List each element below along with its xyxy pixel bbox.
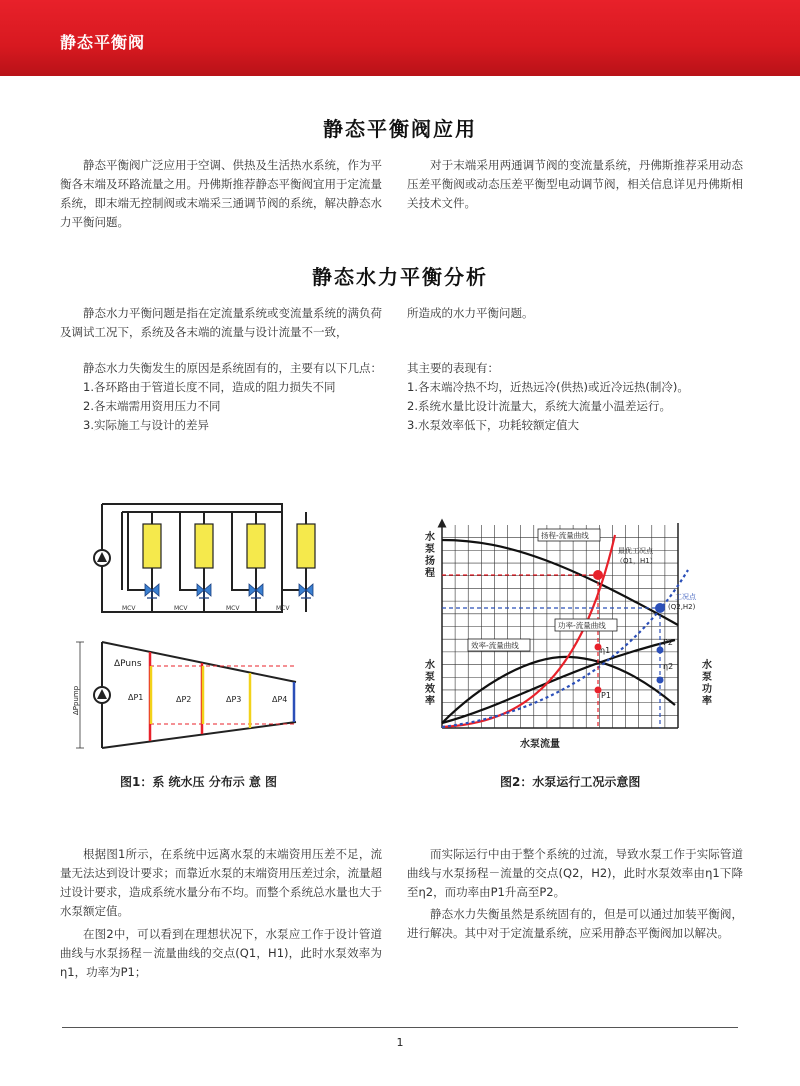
work-point-label: 工况点 (675, 593, 696, 601)
y-left-label-head: 水泵扬程 (425, 532, 435, 579)
dp-label: ΔP1 (128, 693, 144, 702)
y-right-label: 水泵功率 (702, 660, 712, 707)
section3-para-left-1: 根据图1所示，在系统中远离水泵的末端资用压差不足，流量无法达到设计要求；而靠近水泵的末端资用压差过余，流量超过设计要求，造成系统水量分布不均。而整个系统总水量也大于水泵额定值。 (60, 847, 382, 918)
optimal-point-marker (593, 570, 603, 580)
list-item: 3.实际施工与设计的差异 (83, 418, 209, 432)
work-point-marker (655, 603, 665, 613)
section1-title: 静态平衡阀应用 (323, 117, 477, 141)
figure2-chart (420, 515, 720, 755)
optimal-point-coords: （Q1，H1） (616, 557, 657, 565)
dp-label: ΔP3 (226, 695, 242, 704)
list-item: 2.各末端需用资用压力不同 (83, 399, 221, 413)
page-number: 1 (396, 1036, 404, 1049)
dp-pump-label: ΔPpump (72, 685, 80, 715)
figure1-diagram (70, 490, 320, 760)
section3-para-right-2: 静态水力失衡虽然是系统固有的，但是可以通过加装平衡阀，进行解决。其中对于定流量系统，应采用静态平衡阀加以解决。 (407, 907, 743, 940)
section1-para-right: 对于末端采用两通调节阀的变流量系统，丹佛斯推荐采用动态压差平衡阀或动态压差平衡型电动调节阀，相关信息详见丹佛斯相关技术文件。 (407, 158, 743, 210)
terminal-unit (180, 512, 213, 612)
mcv-label: MCV (174, 605, 188, 612)
footer-divider (62, 1027, 738, 1028)
causes-list (83, 378, 393, 435)
section2-para-left: 静态水力平衡问题是指在定流量系统或变流量系统的满负荷及调试工况下，系统及各末端的流量与设计流量不一致， (60, 306, 382, 339)
figure1-caption: 图1：系 统水压 分布示 意 图 (120, 775, 278, 789)
list-item: 2.系统水量比设计流量大，系统大流量小温差运行。 (407, 399, 671, 413)
dp-label: ΔP2 (176, 695, 192, 704)
efficiency-curve-label: 效率-流量曲线 (471, 641, 519, 650)
x-axis-label: 水泵流量 (520, 739, 560, 750)
header-bar (0, 0, 800, 76)
list-item: 3.水泵效率低下，功耗较额定值大 (407, 418, 579, 432)
power-curve (442, 640, 675, 723)
list-item: 1.各环路由于管道长度不同，造成的阻力损失不同 (83, 380, 336, 394)
terminal-unit (128, 512, 161, 612)
section3-para-left-2: 在图2中，可以看到在理想状况下，水泵应工作于设计管道曲线与水泵扬程－流量曲线的交点(Q1，H1)，此时水泵效率为η1，功率为P1； (60, 927, 382, 979)
symptoms-intro: 其主要的表现有： (407, 361, 499, 375)
dp-uns-label: ΔPuns (114, 659, 142, 669)
symptoms-list (407, 378, 743, 435)
header-title: 静态平衡阀 (60, 33, 146, 52)
p1-label: P1 (601, 691, 611, 700)
mcv-label: MCV (122, 605, 136, 612)
eta2-label: η2 (663, 662, 674, 671)
eta1-label: η1 (600, 646, 611, 655)
p2-label: P2 (663, 638, 673, 647)
section1-para-left: 静态平衡阀广泛应用于空调、供热及生活热水系统，作为平衡各末端及环路流量之用。丹佛斯推荐静态平衡阀宜用于定流量系统，即末端无控制阀或末端采三通调节阀的系统，解决静态水力平衡问题。 (60, 158, 382, 229)
section2-title: 静态水力平衡分析 (312, 265, 488, 289)
terminal-unit (232, 512, 265, 612)
terminal-unit (282, 512, 315, 612)
section2-para-right: 所造成的水力平衡问题。 (407, 306, 534, 320)
causes-intro: 静态水力失衡发生的原因是系统固有的，主要有以下几点： (83, 361, 382, 375)
optimal-point-label: 最优工况点 (618, 547, 653, 555)
power-curve-label: 功率-流量曲线 (558, 621, 606, 630)
head-curve-label: 扬程-流量曲线 (541, 531, 589, 540)
mcv-label: MCV (276, 605, 290, 612)
work-point-coords: (Q2,H2) (668, 603, 696, 611)
mcv-label: MCV (226, 605, 240, 612)
section3-para-right-1: 而实际运行中由于整个系统的过流，导致水泵工作于实际管道曲线与水泵扬程－流量的交点(Q2，H2)，此时水泵效率由η1下降至η2，而功率由P1升高至P2。 (407, 847, 743, 899)
y-left-label-eff: 水泵效率 (425, 660, 435, 707)
list-item: 1.各末端冷热不均，近热远冷(供热)或近冷远热(制冷)。 (407, 380, 689, 394)
dp-label: ΔP4 (272, 695, 288, 704)
figure2-caption: 图2：水泵运行工况示意图 (500, 775, 641, 789)
